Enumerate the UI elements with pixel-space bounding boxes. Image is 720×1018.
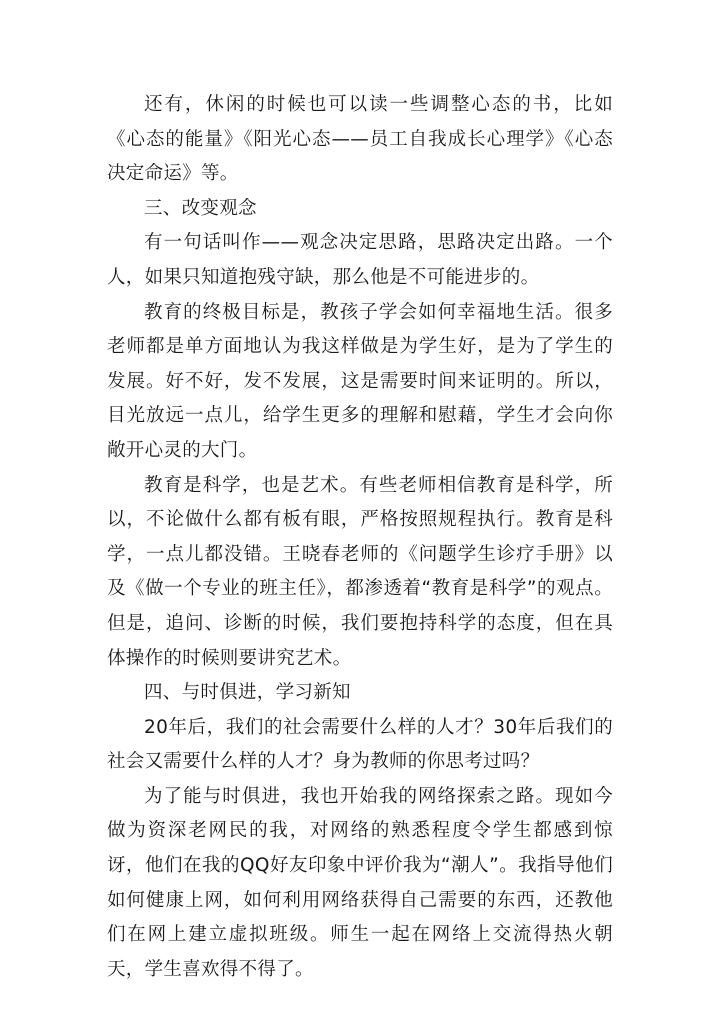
section-heading-change-mindset: 三、改变观念: [144, 197, 257, 219]
paragraph-future-talent: 20年后，我们的社会需要什么样的人才？30年后我们的社会又需要什么样的人才？身为教师的你思考过吗？: [107, 716, 613, 773]
document-body: [107, 88, 613, 987]
paragraph-ultimate-goal: 教育的终极目标是，教孩子学会如何幸福地生活。很多老师都是单方面地认为我这样做是为学生好，是为了学生的发展。好不好，发不发展，这是需要时间来证明的。所以，目光放远一点儿，给学生更多的理解和慰藉，学生才会向你敞开心灵的大门。: [107, 301, 613, 461]
section-heading-keep-pace: 四、与时俱进，学习新知: [144, 682, 351, 704]
paragraph-science-and-art: 教育是科学，也是艺术。有些老师相信教育是科学，所以，不论做什么都有板有眼，严格按照规程执行。教育是科学，一点儿都没错。王晓春老师的《问题学生诊疗手册》以及《做一个专业的班主任》，都渗透着“教育是科学”的观点。但是，追问、诊断的时候，我们要抱持科学的态度，但在具体操作的时候则要讲究艺术。: [107, 474, 613, 669]
paragraph-mindset-decides: 有一句话叫作——观念决定思路，思路决定出路。一个人，如果只知道抱残守缺，那么他是不可能进步的。: [107, 232, 613, 288]
paragraph-reading-suggestion: 还有，休闲的时候也可以读一些调整心态的书，比如《心态的能量》《阳光心态——员工自我成长心理学》《心态决定命运》等。: [107, 94, 613, 185]
paragraph-network-exploration: 为了能与时俱进，我也开始我的网络探索之路。现如今做为资深老网民的我，对网络的熟悉程度令学生都感到惊讶，他们在我的QQ好友印象中评价我为“潮人”。我指导他们如何健康上网，如何利用网络获得自己需要的东西，还教他们在网上建立虚拟班级。师生一起在网络上交流得热火朝天，学生喜欢得不得了。: [107, 785, 613, 980]
